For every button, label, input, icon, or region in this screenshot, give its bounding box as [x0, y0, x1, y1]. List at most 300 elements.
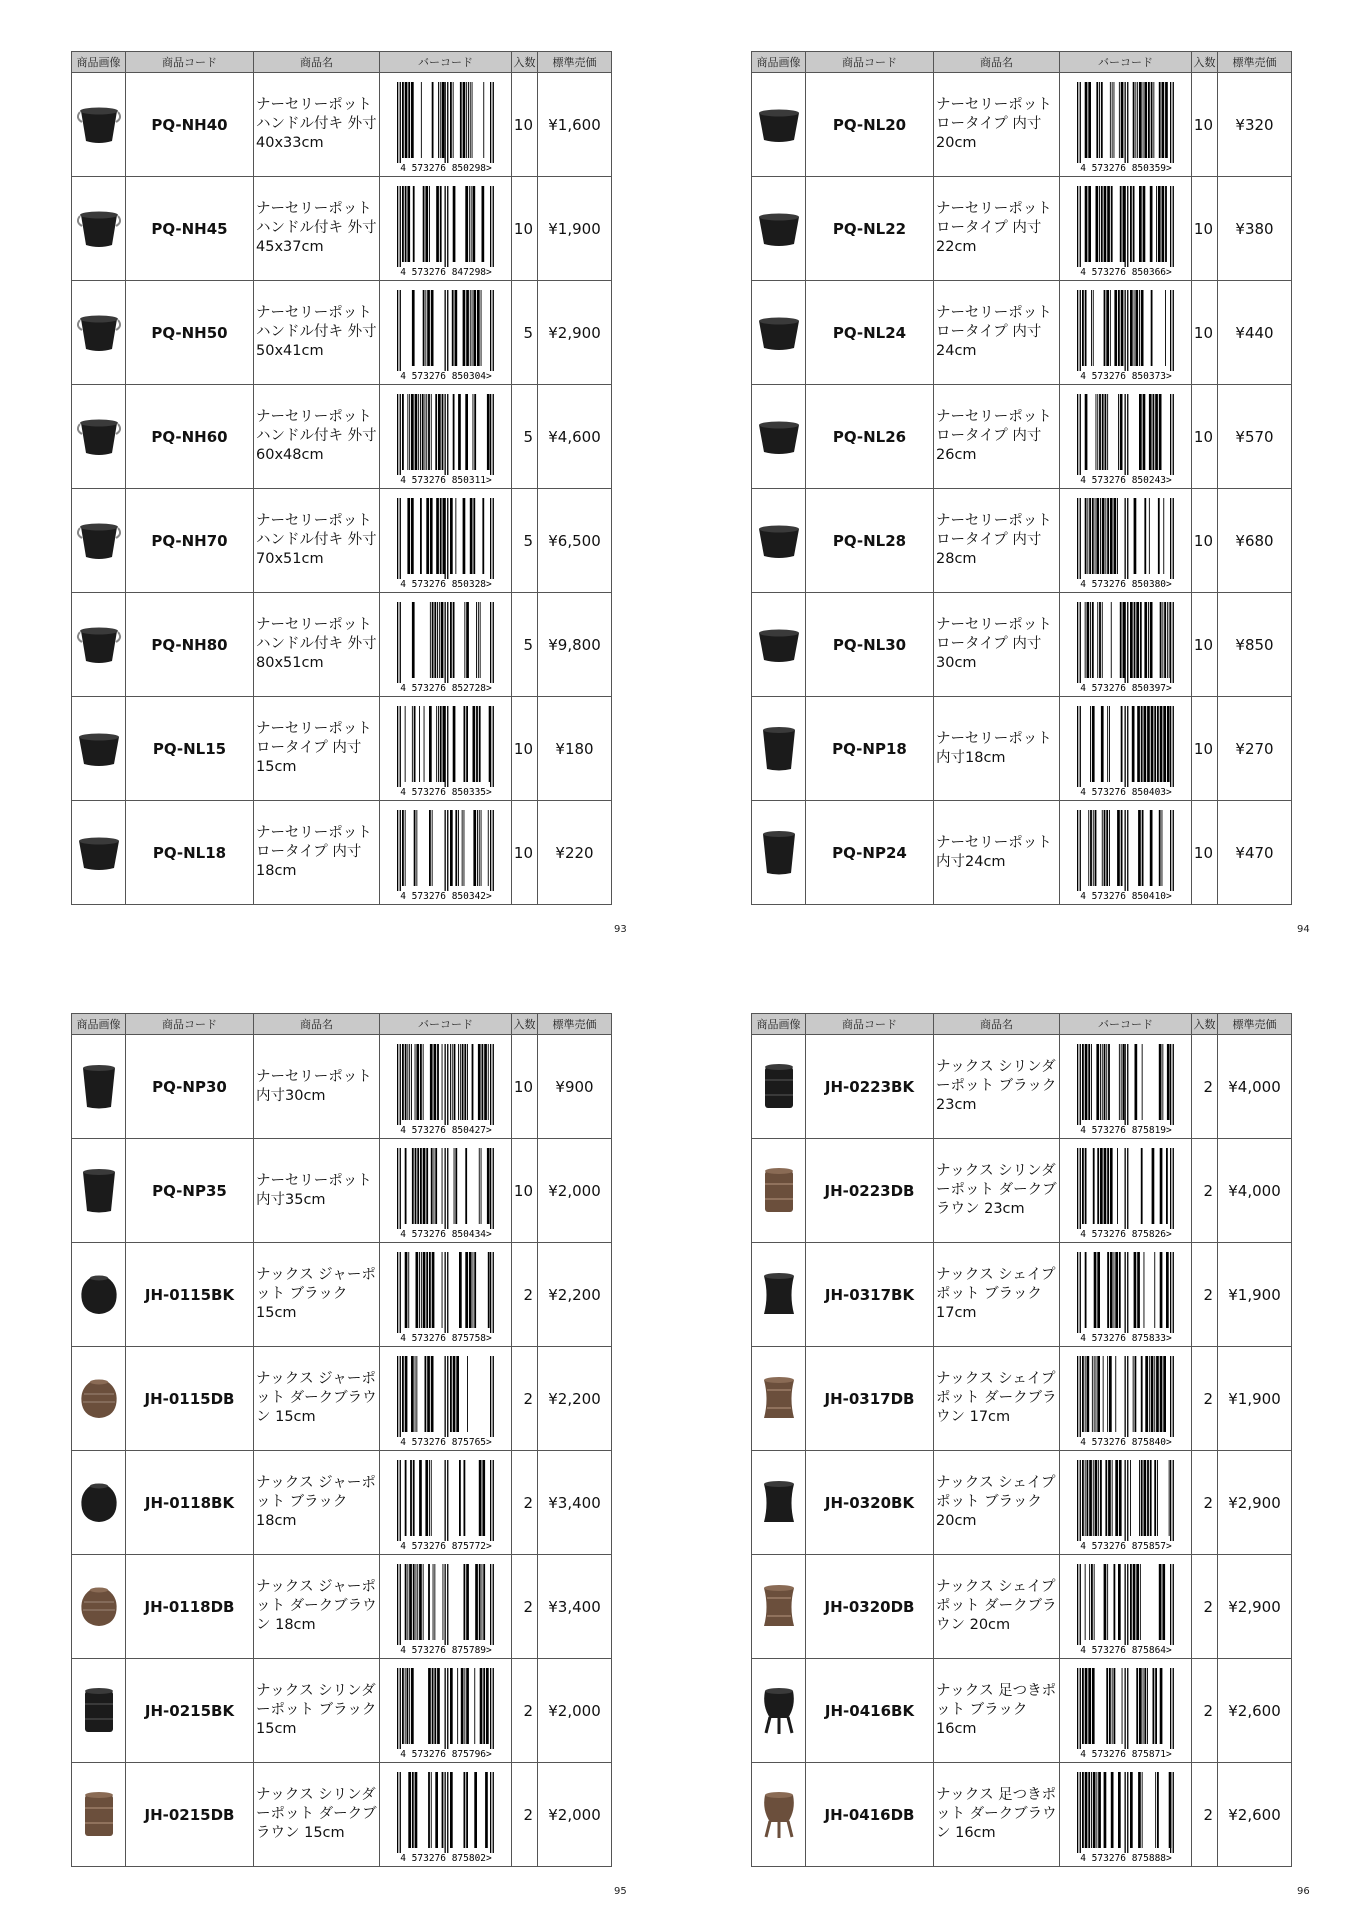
standard-price: ¥4,000	[1218, 1139, 1292, 1243]
barcode-graphic	[386, 494, 506, 588]
cylinder-pot-black-icon	[755, 1058, 803, 1116]
barcode-cell	[380, 281, 512, 385]
product-image-cell	[752, 177, 806, 281]
jar-pot-brown-icon	[75, 1370, 123, 1428]
pack-quantity: 5	[512, 593, 538, 697]
table-row	[752, 1555, 1292, 1659]
barcode-number: 4 573276 852728>	[399, 682, 492, 692]
barcode-cell	[1060, 1659, 1192, 1763]
standard-price: ¥2,900	[1218, 1451, 1292, 1555]
pack-quantity: 10	[1192, 697, 1218, 801]
product-name: ナックス シリンダーポット ダークブラウン 15cm	[254, 1763, 380, 1867]
product-code: PQ-NP18	[806, 697, 934, 801]
header-price: 標準売価	[1218, 1014, 1292, 1035]
standard-price: ¥1,900	[1218, 1243, 1292, 1347]
product-name: ナーセリーポット ロータイプ 内寸24cm	[934, 281, 1060, 385]
product-image-cell	[752, 281, 806, 385]
barcode-cell	[380, 697, 512, 801]
barcode-number: 4 573276 847298>	[399, 266, 492, 276]
barcode-graphic	[386, 182, 506, 276]
table-row	[752, 593, 1292, 697]
barcode-graphic	[1066, 598, 1186, 692]
barcode-number: 4 573276 875888>	[1079, 1852, 1172, 1862]
standard-price: ¥2,600	[1218, 1659, 1292, 1763]
header-code: 商品コード	[126, 52, 254, 73]
product-image-cell	[72, 489, 126, 593]
pack-quantity: 10	[1192, 385, 1218, 489]
barcode-cell	[1060, 1451, 1192, 1555]
barcode-cell	[380, 177, 512, 281]
barcode-number: 4 573276 875789>	[399, 1644, 492, 1654]
product-image-cell	[72, 1347, 126, 1451]
table-row	[72, 1555, 612, 1659]
barcode-cell	[1060, 697, 1192, 801]
product-code: JH-0223BK	[806, 1035, 934, 1139]
product-image-cell	[752, 801, 806, 905]
barcode-number: 4 573276 875840>	[1079, 1436, 1172, 1446]
header-row	[752, 1014, 1292, 1035]
barcode-graphic	[386, 806, 506, 900]
nursery-pot-low-icon	[755, 96, 803, 154]
barcode-graphic	[386, 1456, 506, 1550]
standard-price: ¥270	[1218, 697, 1292, 801]
product-code: JH-0320BK	[806, 1451, 934, 1555]
table-row	[72, 1659, 612, 1763]
product-name: ナックス シェイプポット ブラック 17cm	[934, 1243, 1060, 1347]
product-image-cell	[72, 177, 126, 281]
product-image-cell	[752, 697, 806, 801]
barcode-cell	[380, 1035, 512, 1139]
pack-quantity: 10	[1192, 177, 1218, 281]
barcode-cell	[380, 1451, 512, 1555]
barcode-number: 4 573276 850243>	[1079, 474, 1172, 484]
product-name: ナーセリーポット ハンドル付キ 外寸70x51cm	[254, 489, 380, 593]
barcode-graphic	[1066, 494, 1186, 588]
standard-price: ¥6,500	[538, 489, 612, 593]
nursery-pot-low-icon	[755, 408, 803, 466]
barcode-graphic	[1066, 1560, 1186, 1654]
product-code: JH-0118DB	[126, 1555, 254, 1659]
barcode-graphic	[386, 598, 506, 692]
barcode-graphic	[386, 702, 506, 796]
pack-quantity: 5	[512, 489, 538, 593]
shape-pot-black-icon	[755, 1474, 803, 1532]
product-image-cell	[72, 1763, 126, 1867]
pack-quantity: 10	[512, 73, 538, 177]
barcode-cell	[1060, 177, 1192, 281]
barcode-number: 4 573276 875857>	[1079, 1540, 1172, 1550]
barcode-graphic	[1066, 1768, 1186, 1862]
pack-quantity: 2	[512, 1243, 538, 1347]
product-name: ナーセリーポット 内寸30cm	[254, 1035, 380, 1139]
barcode-graphic	[386, 1560, 506, 1654]
pack-quantity: 10	[512, 1035, 538, 1139]
standard-price: ¥680	[1218, 489, 1292, 593]
barcode-cell	[380, 1347, 512, 1451]
product-name: ナックス ジャーポット ダークブラウン 15cm	[254, 1347, 380, 1451]
header-qty: 入数	[512, 52, 538, 73]
product-name: ナックス シリンダーポット ブラック 23cm	[934, 1035, 1060, 1139]
table-row	[72, 1347, 612, 1451]
barcode-graphic	[1066, 1040, 1186, 1134]
product-code: PQ-NL22	[806, 177, 934, 281]
pack-quantity: 10	[1192, 281, 1218, 385]
barcode-cell	[1060, 1139, 1192, 1243]
barcode-graphic	[1066, 806, 1186, 900]
standard-price: ¥3,400	[538, 1451, 612, 1555]
table-row	[72, 281, 612, 385]
barcode-graphic	[386, 1664, 506, 1758]
barcode-number: 4 573276 875802>	[399, 1852, 492, 1862]
barcode-graphic	[1066, 1456, 1186, 1550]
table-row	[752, 1763, 1292, 1867]
header-code: 商品コード	[126, 1014, 254, 1035]
pack-quantity: 2	[512, 1659, 538, 1763]
barcode-cell	[380, 489, 512, 593]
product-name: ナックス シェイプポット ブラック 20cm	[934, 1451, 1060, 1555]
header-barcode: バーコード	[1060, 52, 1192, 73]
product-image-cell	[752, 593, 806, 697]
nursery-pot-handle-icon	[75, 408, 123, 466]
product-code: PQ-NP30	[126, 1035, 254, 1139]
barcode-cell	[380, 1243, 512, 1347]
standard-price: ¥570	[1218, 385, 1292, 489]
product-image-cell	[72, 73, 126, 177]
barcode-number: 4 573276 875765>	[399, 1436, 492, 1446]
table-row	[72, 385, 612, 489]
barcode-graphic	[1066, 1144, 1186, 1238]
table-row	[72, 801, 612, 905]
product-code: JH-0317DB	[806, 1347, 934, 1451]
header-row	[752, 52, 1292, 73]
product-image-cell	[72, 1243, 126, 1347]
nursery-pot-tall-icon	[755, 720, 803, 778]
header-name: 商品名	[934, 1014, 1060, 1035]
barcode-number: 4 573276 850335>	[399, 786, 492, 796]
catalog-page	[751, 1013, 1291, 1867]
barcode-number: 4 573276 875819>	[1079, 1124, 1172, 1134]
barcode-number: 4 573276 875833>	[1079, 1332, 1172, 1342]
barcode-graphic	[1066, 1352, 1186, 1446]
header-code: 商品コード	[806, 52, 934, 73]
pack-quantity: 5	[512, 281, 538, 385]
pack-quantity: 2	[1192, 1555, 1218, 1659]
barcode-graphic	[1066, 390, 1186, 484]
nursery-pot-low-icon	[755, 200, 803, 258]
barcode-cell	[1060, 1243, 1192, 1347]
table-row	[72, 593, 612, 697]
product-name: ナーセリーポット ハンドル付キ 外寸80x51cm	[254, 593, 380, 697]
product-image-cell	[72, 1451, 126, 1555]
header-image: 商品画像	[72, 52, 126, 73]
product-name: ナーセリーポット ロータイプ 内寸18cm	[254, 801, 380, 905]
barcode-graphic	[386, 286, 506, 380]
product-table	[71, 51, 612, 905]
page-number: 96	[1297, 1886, 1310, 1897]
table-row	[752, 697, 1292, 801]
product-code: PQ-NH70	[126, 489, 254, 593]
barcode-number: 4 573276 850359>	[1079, 162, 1172, 172]
barcode-number: 4 573276 850397>	[1079, 682, 1172, 692]
nursery-pot-tall-icon	[755, 824, 803, 882]
product-name: ナックス シェイプポット ダークブラウン 20cm	[934, 1555, 1060, 1659]
header-row	[72, 1014, 612, 1035]
product-image-cell	[752, 489, 806, 593]
nursery-pot-tall-icon	[75, 1162, 123, 1220]
pack-quantity: 10	[512, 801, 538, 905]
product-code: JH-0317BK	[806, 1243, 934, 1347]
product-name: ナーセリーポット ロータイプ 内寸20cm	[934, 73, 1060, 177]
standard-price: ¥2,000	[538, 1139, 612, 1243]
header-name: 商品名	[254, 52, 380, 73]
barcode-number: 4 573276 850342>	[399, 890, 492, 900]
product-name: ナーセリーポット ロータイプ 内寸15cm	[254, 697, 380, 801]
product-code: JH-0416BK	[806, 1659, 934, 1763]
table-row	[72, 177, 612, 281]
product-image-cell	[72, 1555, 126, 1659]
product-name: ナックス 足つきポット ダークブラウン 16cm	[934, 1763, 1060, 1867]
header-row	[72, 52, 612, 73]
barcode-number: 4 573276 850304>	[399, 370, 492, 380]
pack-quantity: 5	[512, 385, 538, 489]
standard-price: ¥2,000	[538, 1763, 612, 1867]
nursery-pot-low-icon	[75, 720, 123, 778]
header-qty: 入数	[1192, 1014, 1218, 1035]
barcode-graphic	[386, 1248, 506, 1342]
product-code: JH-0215BK	[126, 1659, 254, 1763]
product-code: PQ-NL15	[126, 697, 254, 801]
barcode-cell	[380, 385, 512, 489]
product-table	[71, 1013, 612, 1867]
product-code: PQ-NP24	[806, 801, 934, 905]
pack-quantity: 2	[512, 1347, 538, 1451]
header-qty: 入数	[1192, 52, 1218, 73]
pack-quantity: 2	[512, 1451, 538, 1555]
barcode-number: 4 573276 850434>	[399, 1228, 492, 1238]
nursery-pot-tall-icon	[75, 1058, 123, 1116]
product-code: JH-0115DB	[126, 1347, 254, 1451]
nursery-pot-handle-icon	[75, 96, 123, 154]
product-table	[751, 1013, 1292, 1867]
barcode-cell	[380, 73, 512, 177]
barcode-number: 4 573276 875796>	[399, 1748, 492, 1758]
barcode-cell	[380, 801, 512, 905]
product-code: PQ-NL18	[126, 801, 254, 905]
product-code: PQ-NL26	[806, 385, 934, 489]
barcode-graphic	[1066, 182, 1186, 276]
header-name: 商品名	[934, 52, 1060, 73]
pack-quantity: 2	[1192, 1035, 1218, 1139]
product-code: JH-0118BK	[126, 1451, 254, 1555]
header-price: 標準売価	[538, 52, 612, 73]
cylinder-pot-brown-icon	[755, 1162, 803, 1220]
page-number: 94	[1297, 924, 1310, 935]
pack-quantity: 10	[1192, 801, 1218, 905]
barcode-graphic	[1066, 286, 1186, 380]
pack-quantity: 2	[1192, 1659, 1218, 1763]
standard-price: ¥1,900	[538, 177, 612, 281]
product-image-cell	[72, 1659, 126, 1763]
product-name: ナックス ジャーポット ブラック 15cm	[254, 1243, 380, 1347]
table-row	[752, 1139, 1292, 1243]
product-name: ナーセリーポット ロータイプ 内寸22cm	[934, 177, 1060, 281]
product-image-cell	[72, 593, 126, 697]
table-row	[72, 1451, 612, 1555]
product-name: ナーセリーポット 内寸24cm	[934, 801, 1060, 905]
table-row	[752, 801, 1292, 905]
product-image-cell	[752, 73, 806, 177]
standard-price: ¥380	[1218, 177, 1292, 281]
product-image-cell	[752, 1555, 806, 1659]
pack-quantity: 2	[512, 1555, 538, 1659]
barcode-number: 4 573276 850298>	[399, 162, 492, 172]
standard-price: ¥1,900	[1218, 1347, 1292, 1451]
barcode-number: 4 573276 850380>	[1079, 578, 1172, 588]
barcode-cell	[1060, 1347, 1192, 1451]
pack-quantity: 2	[1192, 1347, 1218, 1451]
table-row	[72, 1035, 612, 1139]
page-number: 95	[614, 1886, 627, 1897]
standard-price: ¥220	[538, 801, 612, 905]
barcode-cell	[1060, 385, 1192, 489]
barcode-number: 4 573276 875871>	[1079, 1748, 1172, 1758]
standard-price: ¥4,600	[538, 385, 612, 489]
cylinder-pot-brown-icon	[75, 1786, 123, 1844]
table-row	[72, 1243, 612, 1347]
product-image-cell	[72, 1139, 126, 1243]
standard-price: ¥440	[1218, 281, 1292, 385]
barcode-cell	[1060, 281, 1192, 385]
product-image-cell	[752, 385, 806, 489]
table-row	[72, 489, 612, 593]
jar-pot-black-icon	[75, 1474, 123, 1532]
barcode-cell	[380, 1139, 512, 1243]
barcode-number: 4 573276 875864>	[1079, 1644, 1172, 1654]
product-code: PQ-NH50	[126, 281, 254, 385]
barcode-graphic	[386, 1144, 506, 1238]
pack-quantity: 10	[1192, 593, 1218, 697]
barcode-cell	[380, 1659, 512, 1763]
pack-quantity: 10	[512, 697, 538, 801]
product-name: ナーセリーポット ハンドル付キ 外寸60x48cm	[254, 385, 380, 489]
product-image-cell	[72, 385, 126, 489]
standard-price: ¥2,000	[538, 1659, 612, 1763]
jar-pot-black-icon	[75, 1266, 123, 1324]
product-image-cell	[752, 1347, 806, 1451]
barcode-number: 4 573276 875826>	[1079, 1228, 1172, 1238]
product-code: PQ-NH45	[126, 177, 254, 281]
table-row	[72, 697, 612, 801]
table-row	[752, 1659, 1292, 1763]
standard-price: ¥850	[1218, 593, 1292, 697]
table-row	[752, 1035, 1292, 1139]
nursery-pot-low-icon	[755, 512, 803, 570]
product-name: ナックス ジャーポット ブラック 18cm	[254, 1451, 380, 1555]
product-name: ナックス 足つきポット ブラック 16cm	[934, 1659, 1060, 1763]
product-code: JH-0416DB	[806, 1763, 934, 1867]
barcode-graphic	[386, 1040, 506, 1134]
pack-quantity: 2	[1192, 1139, 1218, 1243]
product-image-cell	[752, 1035, 806, 1139]
product-name: ナーセリーポット 内寸35cm	[254, 1139, 380, 1243]
barcode-cell	[1060, 1555, 1192, 1659]
product-code: JH-0320DB	[806, 1555, 934, 1659]
product-name: ナーセリーポット ロータイプ 内寸30cm	[934, 593, 1060, 697]
product-code: PQ-NH80	[126, 593, 254, 697]
standard-price: ¥1,600	[538, 73, 612, 177]
standard-price: ¥2,900	[1218, 1555, 1292, 1659]
product-image-cell	[72, 1035, 126, 1139]
product-image-cell	[752, 1659, 806, 1763]
product-name: ナーセリーポット 内寸18cm	[934, 697, 1060, 801]
pack-quantity: 2	[512, 1763, 538, 1867]
barcode-number: 4 573276 850427>	[399, 1124, 492, 1134]
product-name: ナーセリーポット ハンドル付キ 外寸40x33cm	[254, 73, 380, 177]
header-name: 商品名	[254, 1014, 380, 1035]
header-barcode: バーコード	[380, 52, 512, 73]
product-code: JH-0215DB	[126, 1763, 254, 1867]
shape-pot-brown-icon	[755, 1370, 803, 1428]
table-row	[752, 1243, 1292, 1347]
shape-pot-brown-icon	[755, 1578, 803, 1636]
standard-price: ¥2,200	[538, 1347, 612, 1451]
pack-quantity: 2	[1192, 1451, 1218, 1555]
pack-quantity: 10	[1192, 73, 1218, 177]
barcode-graphic	[386, 1352, 506, 1446]
barcode-graphic	[1066, 1248, 1186, 1342]
product-image-cell	[72, 801, 126, 905]
footed-pot-black-icon	[755, 1682, 803, 1740]
nursery-pot-low-icon	[755, 616, 803, 674]
header-price: 標準売価	[1218, 52, 1292, 73]
barcode-cell	[1060, 73, 1192, 177]
table-row	[752, 385, 1292, 489]
barcode-cell	[1060, 1035, 1192, 1139]
standard-price: ¥3,400	[538, 1555, 612, 1659]
header-image: 商品画像	[752, 52, 806, 73]
catalog-page	[71, 1013, 611, 1867]
product-image-cell	[752, 1451, 806, 1555]
nursery-pot-handle-icon	[75, 512, 123, 570]
pack-quantity: 2	[1192, 1243, 1218, 1347]
header-image: 商品画像	[72, 1014, 126, 1035]
product-code: PQ-NL20	[806, 73, 934, 177]
footed-pot-brown-icon	[755, 1786, 803, 1844]
barcode-number: 4 573276 875758>	[399, 1332, 492, 1342]
product-image-cell	[752, 1243, 806, 1347]
barcode-cell	[1060, 489, 1192, 593]
barcode-cell	[1060, 1763, 1192, 1867]
barcode-graphic	[1066, 702, 1186, 796]
barcode-cell	[380, 593, 512, 697]
nursery-pot-low-icon	[75, 824, 123, 882]
product-name: ナックス シェイプポット ダークブラウン 17cm	[934, 1347, 1060, 1451]
product-image-cell	[752, 1763, 806, 1867]
barcode-cell	[380, 1763, 512, 1867]
header-image: 商品画像	[752, 1014, 806, 1035]
standard-price: ¥2,200	[538, 1243, 612, 1347]
catalog-page	[71, 51, 611, 905]
product-name: ナーセリーポット ロータイプ 内寸26cm	[934, 385, 1060, 489]
product-image-cell	[72, 697, 126, 801]
table-row	[72, 1763, 612, 1867]
table-row	[752, 1451, 1292, 1555]
standard-price: ¥9,800	[538, 593, 612, 697]
product-name: ナーセリーポット ハンドル付キ 外寸50x41cm	[254, 281, 380, 385]
barcode-cell	[380, 1555, 512, 1659]
product-name: ナックス シリンダーポット ダークブラウン 23cm	[934, 1139, 1060, 1243]
product-code: JH-0223DB	[806, 1139, 934, 1243]
